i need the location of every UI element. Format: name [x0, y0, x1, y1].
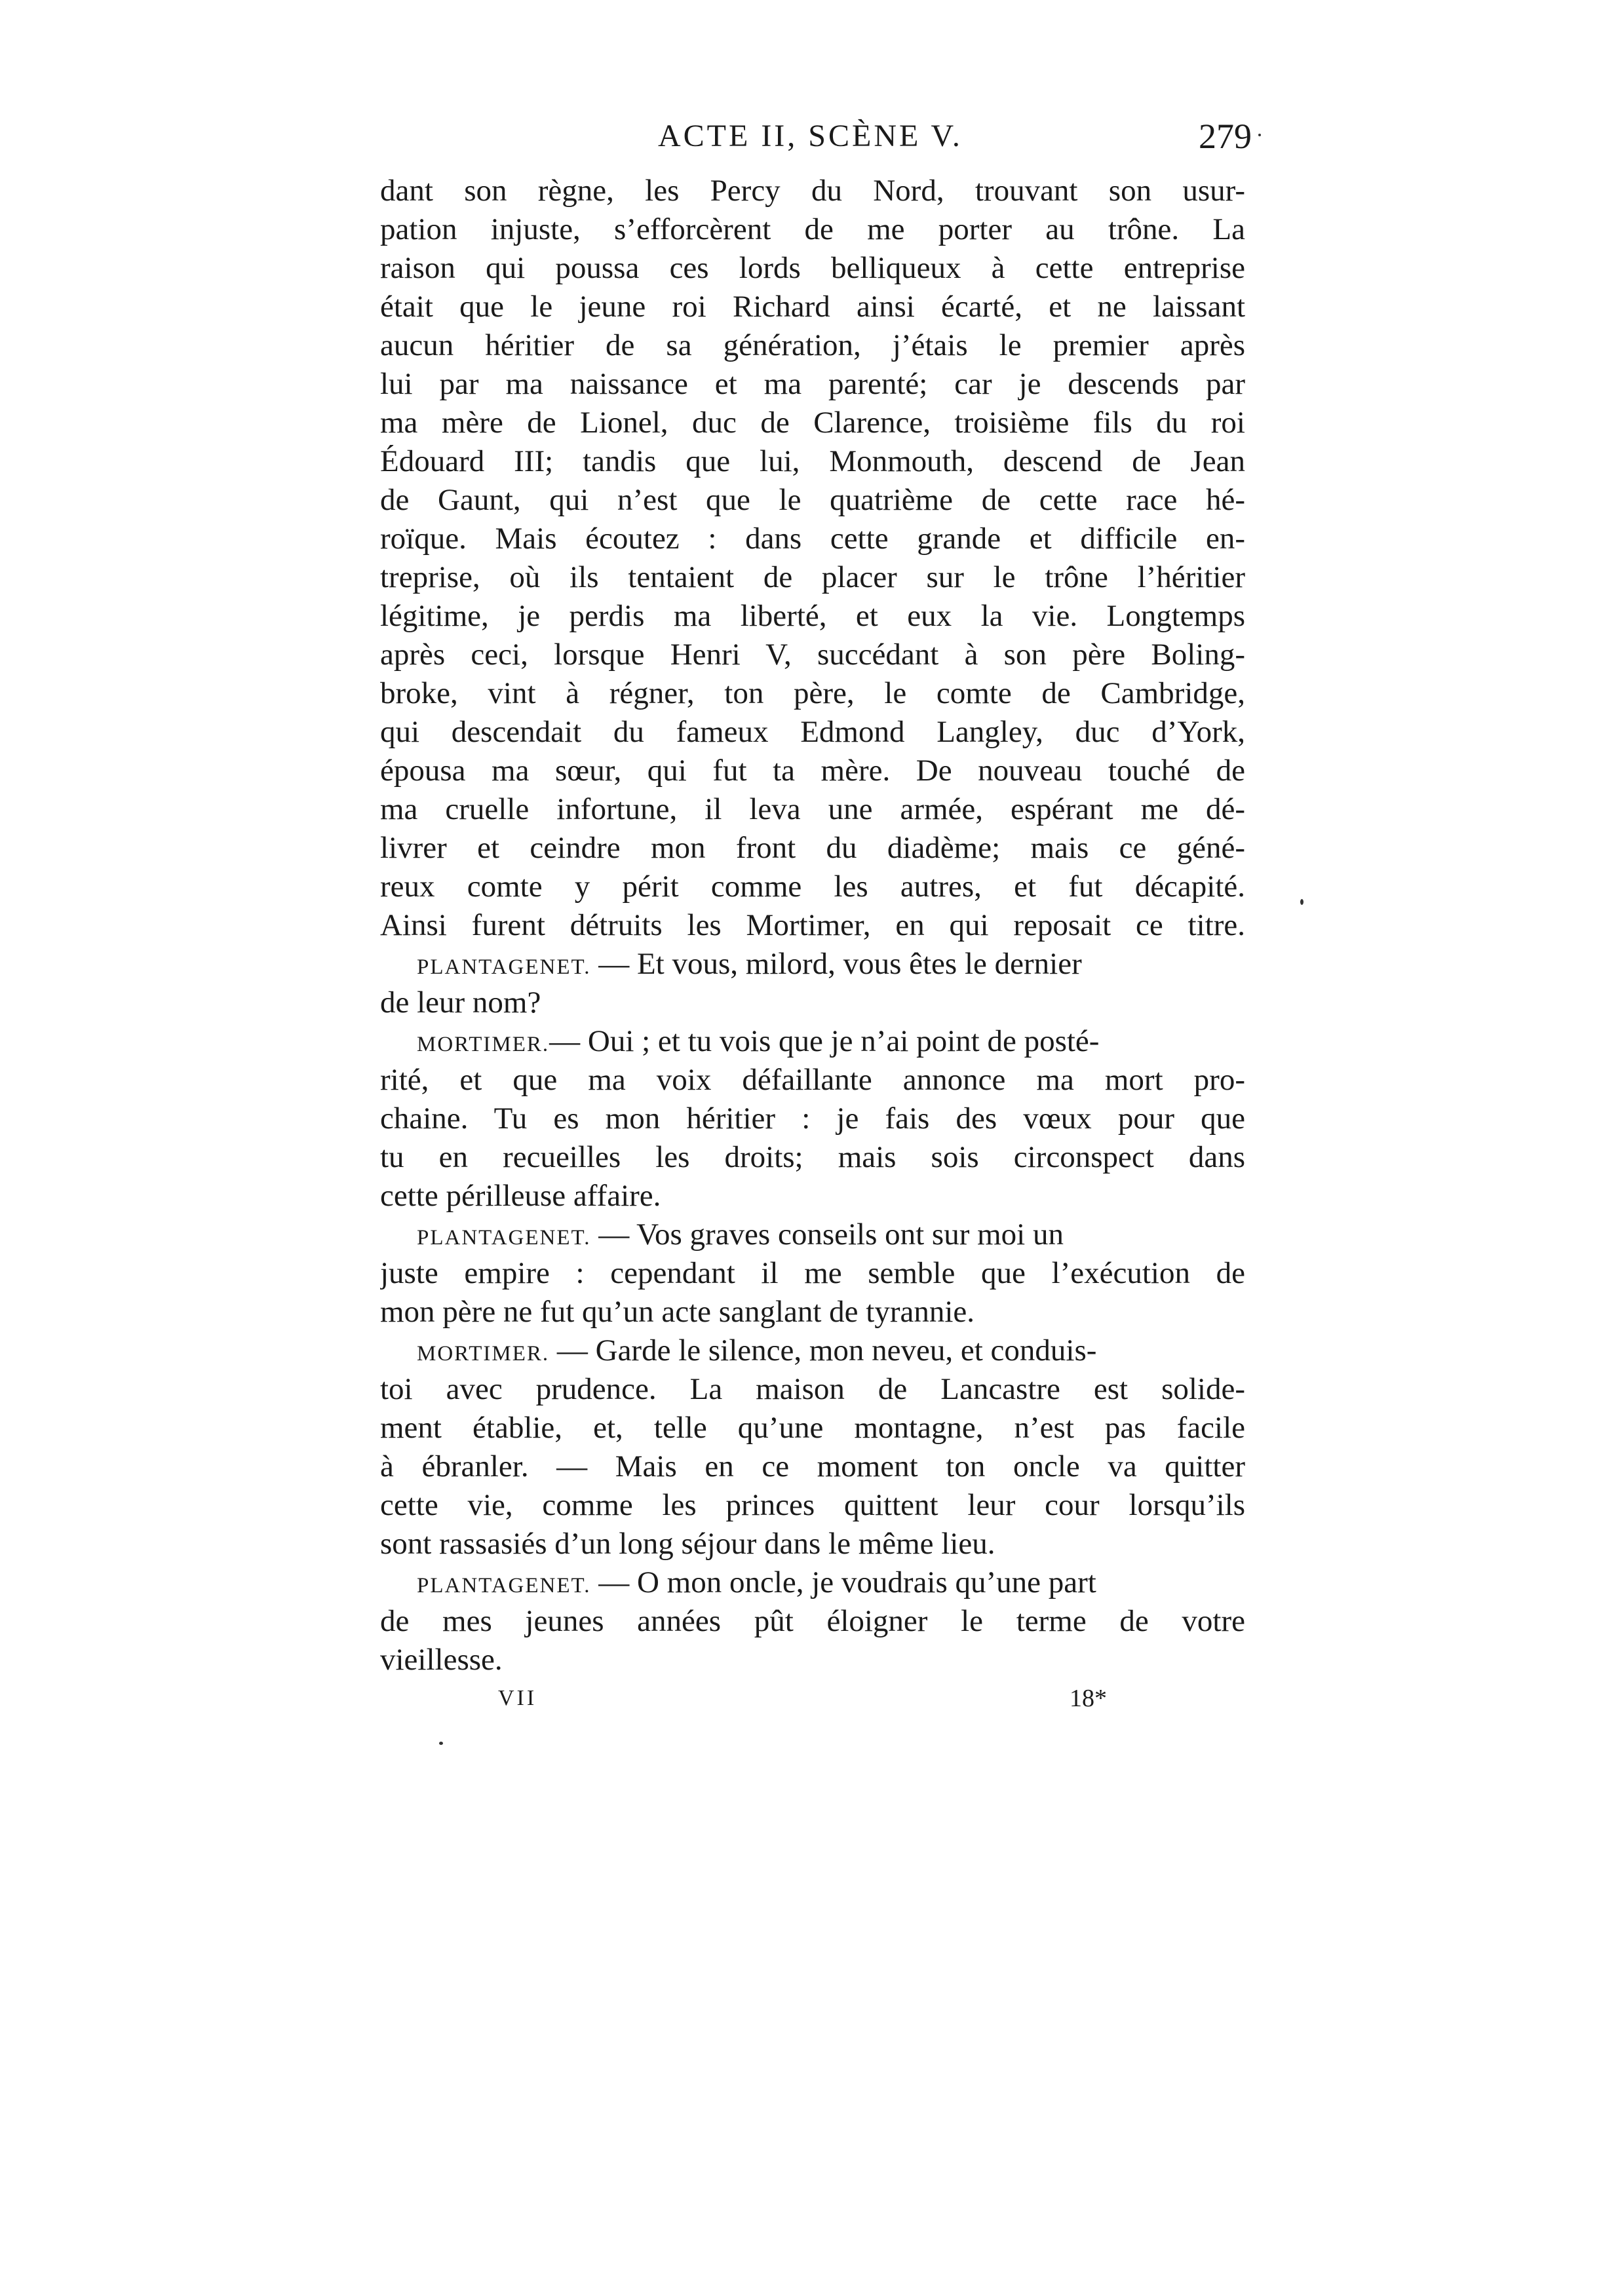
speech-text: — O mon oncle, je voudrais qu’une part: [590, 1565, 1096, 1599]
speaker-name: MORTIMER.: [417, 1342, 550, 1366]
page-footer: [380, 1679, 1245, 1718]
text-line: de Gaunt, qui n’est que le quatrième de cette race hé-: [380, 483, 1245, 517]
text-line: rité, et que ma voix défaillante annonce ma mort pro-: [380, 1063, 1245, 1097]
text-line: juste empire : cependant il me semble que l’exécution de: [380, 1256, 1245, 1290]
text-line: roïque. Mais écoutez : dans cette grande et difficile en-: [380, 522, 1245, 556]
speech-text: — Garde le silence, mon neveu, et conduis-: [549, 1333, 1097, 1368]
body-text: [380, 172, 1245, 1679]
text-line: à ébranler. — Mais en ce moment ton oncle va quitter: [380, 1449, 1245, 1483]
text-line: ma cruelle infortune, il leva une armée, espérant me dé-: [380, 792, 1245, 826]
signature-mark: VII: [498, 1686, 537, 1710]
text-line: épousa ma sœur, qui fut ta mère. De nouveau touché de: [380, 754, 1245, 788]
speech-text: — Et vous, milord, vous êtes le dernier: [590, 947, 1082, 981]
running-head: ACTE II, SCÈNE V.: [658, 119, 963, 153]
text-line: sont rassasiés d’un long séjour dans le même lieu.: [380, 1527, 995, 1561]
text-line: livrer et ceindre mon front du diadème; mais ce géné-: [380, 831, 1245, 865]
text-line: dant son règne, les Percy du Nord, trouvant son usur-: [380, 174, 1245, 208]
text-line: vieillesse.: [380, 1643, 503, 1677]
speaker-name: PLANTAGENET.: [417, 955, 591, 979]
dialogue-line: [380, 1022, 1245, 1061]
speaker-name: MORTIMER.: [417, 1033, 550, 1056]
text-line: qui descendait du fameux Edmond Langley, duc d’York,: [380, 715, 1245, 749]
text-line: toi avec prudence. La maison de Lancastre est solide-: [380, 1372, 1245, 1406]
dialogue-line: [380, 1215, 1245, 1254]
text-line: de leur nom?: [380, 985, 541, 1020]
ink-speck: [1300, 899, 1303, 905]
text-line: tu en recueilles les droits; mais sois circonspect dans: [380, 1140, 1245, 1174]
text-line: ma mère de Lionel, duc de Clarence, troisième fils du roi: [380, 406, 1245, 440]
dialogue-line: [380, 1331, 1245, 1370]
text-line: ment établie, et, telle qu’une montagne, n’est pas facile: [380, 1411, 1245, 1445]
text-line: Ainsi furent détruits les Mortimer, en qui reposait ce titre.: [380, 908, 1245, 942]
text-line: cette vie, comme les princes quittent leur cour lorsqu’ils: [380, 1488, 1245, 1522]
text-line: raison qui poussa ces lords belliqueux à cette entreprise: [380, 251, 1245, 285]
ink-speck: [439, 1742, 443, 1745]
text-line: après ceci, lorsque Henri V, succédant à son père Boling-: [380, 638, 1245, 672]
dialogue-line: [380, 1563, 1245, 1602]
speaker-name: PLANTAGENET.: [417, 1226, 591, 1250]
speaker-name: PLANTAGENET.: [417, 1574, 591, 1598]
dialogue-line: [380, 945, 1245, 984]
text-line: cette périlleuse affaire.: [380, 1179, 661, 1213]
page-header: [380, 110, 1284, 163]
speech-text: — Vos graves conseils ont sur moi un: [590, 1217, 1064, 1252]
text-line: légitime, je perdis ma liberté, et eux la vie. Longtemps: [380, 599, 1245, 633]
text-line: était que le jeune roi Richard ainsi écarté, et ne laissant: [380, 290, 1245, 324]
text-line: mon père ne fut qu’un acte sanglant de tyrannie.: [380, 1295, 975, 1329]
text-line: reux comte y périt comme les autres, et fut décapité.: [380, 870, 1245, 904]
sheet-mark: 18*: [1070, 1685, 1107, 1712]
ink-speck: [1258, 134, 1261, 136]
text-line: pation injuste, s’efforcèrent de me porter au trône. La: [380, 212, 1245, 246]
text-line: lui par ma naissance et ma parenté; car je descends par: [380, 367, 1245, 401]
speech-text: — Oui ; et tu vois que je n’ai point de posté-: [549, 1024, 1100, 1058]
text-line: chaine. Tu es mon héritier : je fais des vœux pour que: [380, 1101, 1245, 1136]
page-number: 279: [1199, 117, 1252, 156]
text-line: aucun héritier de sa génération, j’étais le premier après: [380, 328, 1245, 362]
text-line: Édouard III; tandis que lui, Monmouth, descend de Jean: [380, 444, 1245, 478]
text-line: treprise, où ils tentaient de placer sur le trône l’héritier: [380, 560, 1245, 594]
text-line: broke, vint à régner, ton père, le comte de Cambridge,: [380, 676, 1245, 710]
text-line: de mes jeunes années pût éloigner le terme de votre: [380, 1604, 1245, 1638]
